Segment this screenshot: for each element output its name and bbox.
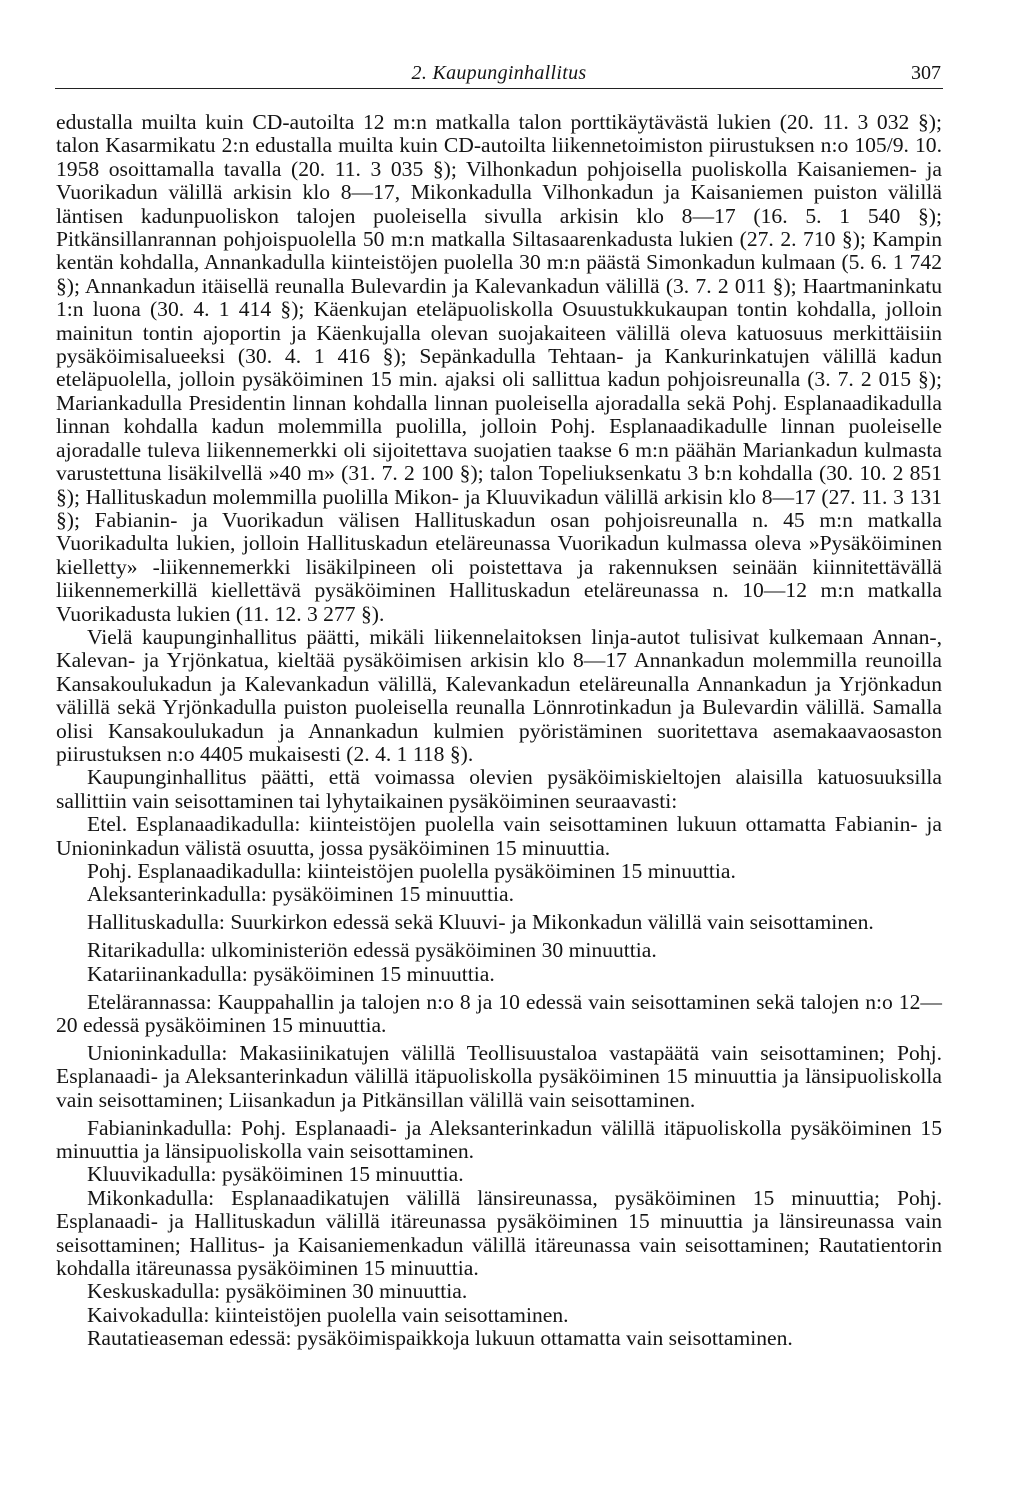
paragraph: Kluuvikadulla: pysäköiminen 15 minuuttia. bbox=[87, 1162, 464, 1187]
paragraph: Aleksanterinkadulla: pysäköiminen 15 minuuttia. bbox=[87, 882, 514, 907]
paragraph: Kaivokadulla: kiinteistöjen puolella vain seisottaminen. bbox=[87, 1302, 569, 1327]
paragraph: Vielä kaupunginhallitus päätti, mikäli liikennelaitoksen linja-autot tulisivat kulkemaan Annan-, Kalevan- ja Yrjönkatua, kieltää pysäköimisen arkisin klo 8—17 Annankadun molemmilla reunoilla Kansakoulukadun ja Kalevankadun välillä, Kalevankadun eteläreunalla Annankadun ja Yrjönkadun välillä sekä Yrjönkadulla puiston puoleisella reunalla Lönnrotinkadun ja Bulevardin välillä. Samalla olisi Kansakoulukadun ja Annankadun kulmien pyöristäminen suoritettava asemakaavaosaston piirustuksen n:o 4405 mukaisesti (2. 4. 1 118 §). bbox=[56, 624, 942, 766]
page-number: 307 bbox=[911, 62, 941, 84]
paragraph: Katariinankadulla: pysäköiminen 15 minuuttia. bbox=[87, 961, 495, 986]
paragraph: Pohj. Esplanaadikadulla: kiinteistöjen puolella pysäköiminen 15 minuuttia. bbox=[87, 859, 736, 883]
paragraph: edustalla muilta kuin CD-autoilta 12 m:n matkalla talon porttikäytävästä lukien (20. 11. 3 032 §); talon Kasarmikatu 2:n edustalla muilta kuin CD-autoilta liikennetoimiston piirustuksen n:o 105/9. 10. 1958 osoittamalla tavalla (20. 11. 3 035 §); Vilhonkadun pohjoisella puoliskolla Kaisaniemen- ja Vuorikadun välillä arkisin klo 8—17, Mikonkadulla Vilhonkadun ja Kaisaniemen puiston välillä läntisen kadunpuoliskon talojen puoleisella sivulla arkisin klo 8—17 (16. 5. 1 540 §); Pitkänsillanrannan pohjoispuolella 50 m:n matkalla Siltasaarenkadusta lukien (27. 2. 710 §); Kampin kentän kohdalla, Annankadulla kiinteistöjen puolella 30 m:n päästä Simonkadun kulmaan (5. 6. 1 742 §); Annankadun itäisellä reunalla Bulevardin ja Kalevankadun välillä (3. 7. 2 011 §); Haartmaninkatu 1:n luona (30. 4. 1 414 §); Käenkujan eteläpuoliskolla Osuustukkukaupan tontin kohdalla, jolloin mainitun tontin ajoportin ja Käenkujalla olevan suojakaiteen välillä oleva katuosuus merkittäisiin pysäköimisalueeksi (30. 4. 1 416 §); Sepänkadulla Tehtaan- ja Kankurinkatujen välillä kadun eteläpuolella, jolloin pysäköiminen 15 min. ajaksi oli sallittua kadun pohjoisreunalla (3. 7. 2 015 §); Mariankadulla Presidentin linnan kohdalla linnan puoleisella ajoradalla sekä Pohj. Esplanaadikadulla linnan kohdalla kadun molemmilla puolilla, jolloin Pohj. Esplanaadikadulle linnan puoleiselle ajoradalle tuleva liikennemerkki oli sijoitettava suojatien taakse 6 m:n päähän Mariankadun kulmasta varustettuna lisäkilvellä »40 m» (31. 7. 2 100 §); talon Topeliuksenkatu 3 b:n kohdalla (30. 10. 2 851 §); Hallituskadun molemmilla puolilla Mikon- ja Kluuvikadun välillä arkisin klo 8—17 (27. 11. 3 131 §); Fabianin- ja Vuorikadun välisen Hallituskadun osan pohjoisreunalla n. 45 m:n matkalla Vuorikadulta lukien, jolloin Hallituskadun eteläreunassa Vuorikadun kulmassa oleva »Pysäköiminen kielletty» -liikennemerkki lisäkilpineen oli poistettava ja rakennuksen seinään kiinnitettävällä liikennemerkillä kiellettävä pysäköiminen Hallituskadun eteläreunassa n. 10—12 m:n matkalla Vuorikadusta lukien (11. 12. 3 277 §). bbox=[56, 110, 942, 626]
running-header bbox=[55, 58, 943, 89]
paragraph: Mikonkadulla: Esplanaadikatujen välillä länsireunassa, pysäköiminen 15 minuuttia; Pohj. Esplanaadi- ja Hallituskadun välillä itäreunassa pysäköiminen 15 minuuttia ja länsireunassa vain seisottaminen; Hallitus- ja Kaisaniemenkadun välillä itäreunassa vain seisottaminen; Rautatientorin kohdalla itäreunassa pysäköiminen 15 minuuttia. bbox=[56, 1185, 942, 1280]
paragraph: Kaupunginhallitus päätti, että voimassa olevien pysäköimiskieltojen alaisilla katuosuuksilla sallittiin vain seisottaminen tai lyhytaikainen pysäköiminen seuraavasti: bbox=[56, 765, 942, 813]
paragraph: Etelärannassa: Kauppahallin ja talojen n:o 8 ja 10 edessä vain seisottaminen sekä talojen n:o 12—20 edessä pysäköiminen 15 minuuttia. bbox=[56, 989, 942, 1037]
paragraph: Unioninkadulla: Makasiinikatujen välillä Teollisuustaloa vastapäätä vain seisottaminen; Pohj. Esplanaadi- ja Aleksanterinkadun välillä itäpuoliskolla pysäköiminen 15 minuuttia ja länsipuoliskolla vain seisottaminen; Liisankadun ja Pitkänsillan välillä vain seisottaminen. bbox=[56, 1040, 942, 1112]
paragraph: Fabianinkadulla: Pohj. Esplanaadi- ja Aleksanterinkadun välillä itäpuoliskolla pysäköiminen 15 minuuttia ja länsipuoliskolla vain seisottaminen. bbox=[56, 1115, 942, 1163]
paragraph: Ritarikadulla: ulkoministeriön edessä pysäköiminen 30 minuuttia. bbox=[87, 938, 657, 963]
paragraph: Keskuskadulla: pysäköiminen 30 minuuttia. bbox=[87, 1279, 468, 1304]
body-text bbox=[56, 111, 942, 1351]
paragraph: Etel. Esplanaadikadulla: kiinteistöjen puolella vain seisottaminen lukuun ottamatta Fabianin- ja Unioninkadun välistä osuutta, jossa pysäköiminen 15 minuuttia. bbox=[56, 812, 942, 860]
running-title: 2. Kaupunginhallitus bbox=[411, 62, 587, 84]
paragraph: Rautatieaseman edessä: pysäköimispaikkoja lukuun ottamatta vain seisottaminen. bbox=[87, 1326, 793, 1351]
paragraph: Hallituskadulla: Suurkirkon edessä sekä Kluuvi- ja Mikonkadun välillä vain seisottaminen. bbox=[87, 910, 874, 935]
